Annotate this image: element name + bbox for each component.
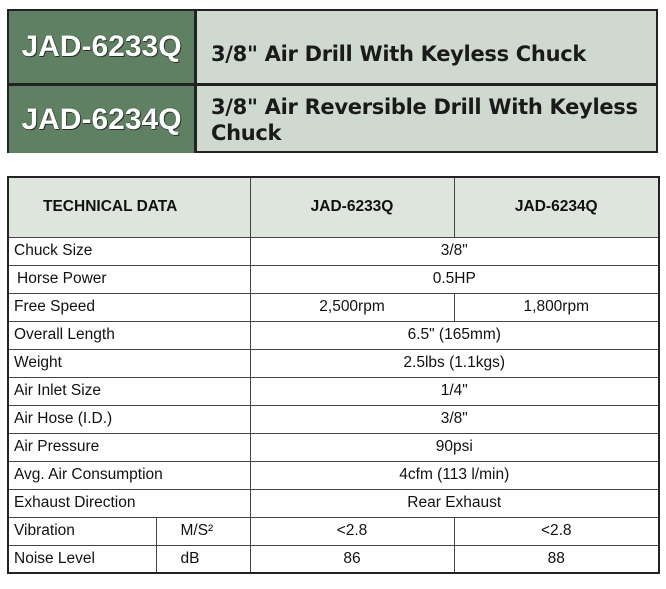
technical-data-heading: TECHNICAL DATA: [8, 177, 250, 237]
model-number: JAD-6234Q: [9, 86, 197, 153]
spec-value: 1/4": [250, 377, 659, 405]
product-header: [7, 9, 658, 153]
table-row: [8, 461, 659, 489]
table-row: [8, 377, 659, 405]
spec-value: 4cfm (113 l/min): [250, 461, 659, 489]
table-row: [8, 545, 659, 573]
spec-unit: M/S²: [156, 517, 250, 545]
table-row: [8, 517, 659, 545]
table-header-row: [8, 177, 659, 237]
column-header-model-2: JAD-6234Q: [454, 177, 659, 237]
table-row: [8, 265, 659, 293]
column-header-model-1: JAD-6233Q: [250, 177, 454, 237]
table-row: [8, 433, 659, 461]
table-row: [8, 405, 659, 433]
spec-label: Chuck Size: [8, 237, 250, 265]
spec-value: 2.5lbs (1.1kgs): [250, 349, 659, 377]
spec-value-model-1: 86: [250, 545, 454, 573]
spec-label: Horse Power: [8, 265, 250, 293]
table-row: [8, 293, 659, 321]
product-row: [9, 83, 656, 153]
spec-label: Air Pressure: [8, 433, 250, 461]
spec-value-model-2: 88: [454, 545, 659, 573]
table-row: [8, 321, 659, 349]
spec-label: Vibration: [8, 517, 156, 545]
spec-label: Overall Length: [8, 321, 250, 349]
product-row: [9, 11, 656, 83]
spec-label: Weight: [8, 349, 250, 377]
spec-label: Air Hose (I.D.): [8, 405, 250, 433]
spec-value-model-2: <2.8: [454, 517, 659, 545]
table-row: [8, 489, 659, 517]
spec-value: 3/8": [250, 237, 659, 265]
technical-data-table: [7, 176, 660, 574]
table-row: [8, 349, 659, 377]
spec-value: 3/8": [250, 405, 659, 433]
spec-label: Noise Level: [8, 545, 156, 573]
spec-label: Air Inlet Size: [8, 377, 250, 405]
spec-value: Rear Exhaust: [250, 489, 659, 517]
model-number: JAD-6233Q: [9, 11, 197, 83]
spec-label: Free Speed: [8, 293, 250, 321]
table-row: [8, 237, 659, 265]
spec-value-model-2: 1,800rpm: [454, 293, 659, 321]
spec-value: 6.5" (165mm): [250, 321, 659, 349]
product-title: 3/8" Air Reversible Drill With Keyless Chuck: [211, 94, 638, 145]
spec-label: Avg. Air Consumption: [8, 461, 250, 489]
spec-value-model-1: <2.8: [250, 517, 454, 545]
spec-value: 90psi: [250, 433, 659, 461]
product-title: 3/8" Air Drill With Keyless Chuck: [211, 42, 587, 66]
spec-unit: dB: [156, 545, 250, 573]
spec-label: Exhaust Direction: [8, 489, 250, 517]
spec-value-model-1: 2,500rpm: [250, 293, 454, 321]
spec-value: 0.5HP: [250, 265, 659, 293]
